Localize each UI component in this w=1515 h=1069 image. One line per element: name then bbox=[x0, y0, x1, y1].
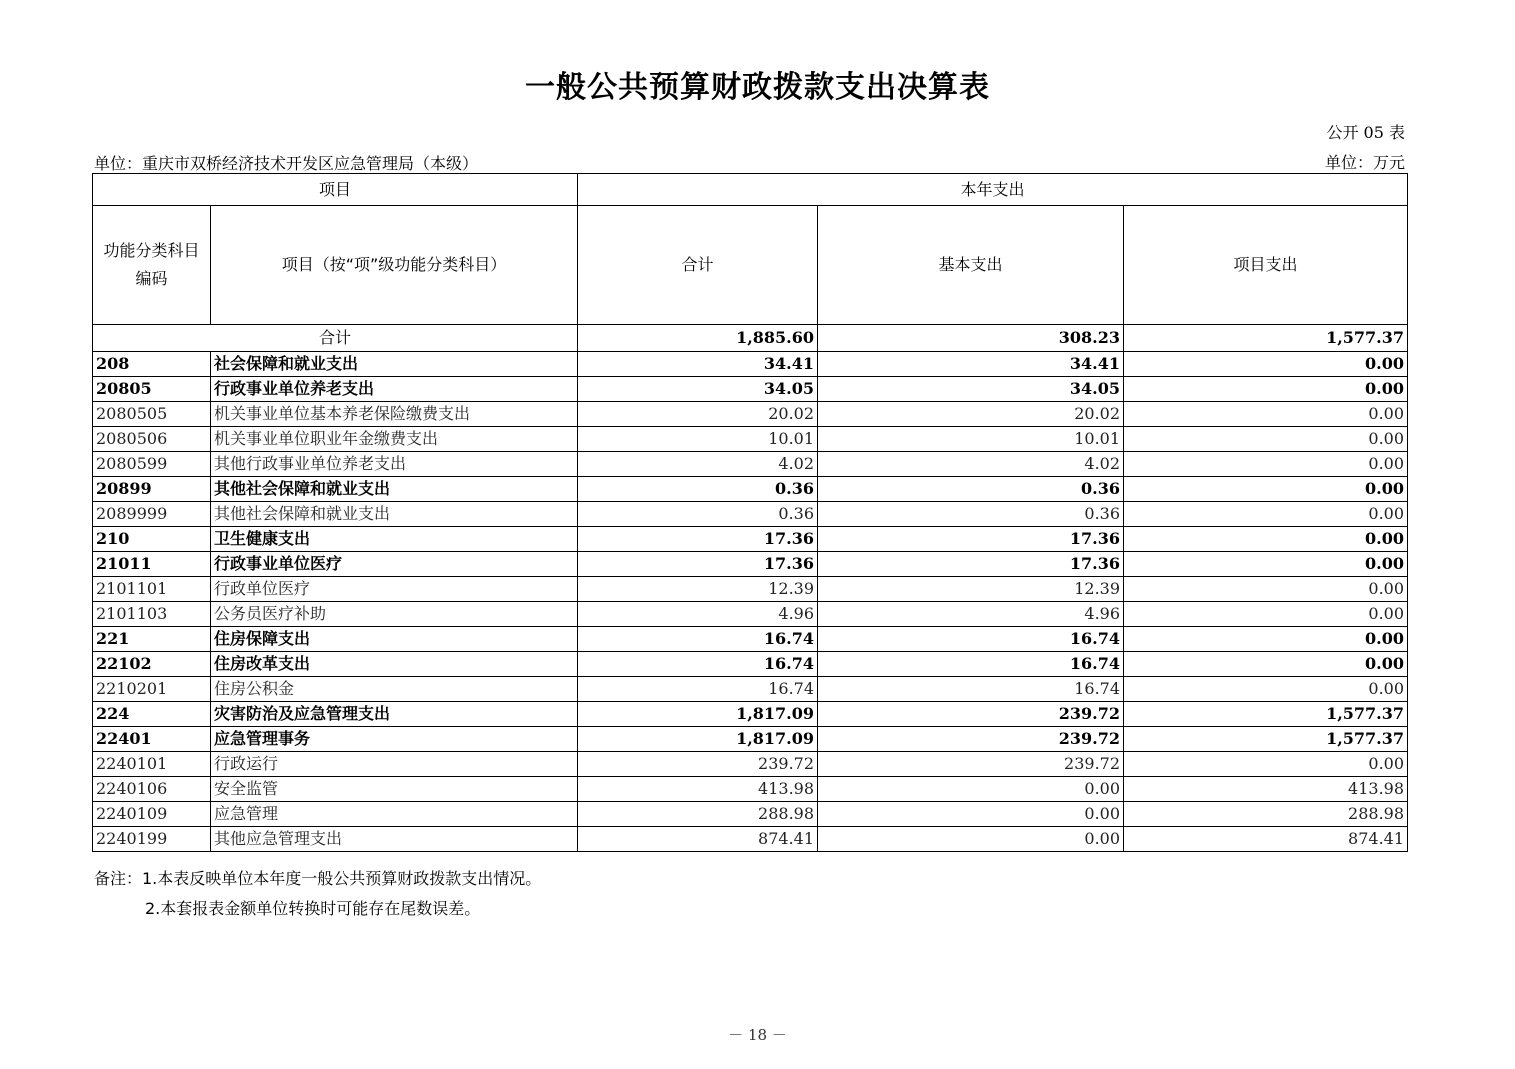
table-row bbox=[93, 502, 1408, 527]
row-total: 17.36 bbox=[578, 527, 818, 552]
note-line-1: 备注：1.本表反映单位本年度一般公共预算财政拨款支出情况。 bbox=[94, 869, 542, 888]
row-project: 0.00 bbox=[1124, 677, 1408, 702]
row-total: 34.41 bbox=[578, 352, 818, 377]
table-row bbox=[93, 452, 1408, 477]
total-label: 合计 bbox=[93, 325, 578, 352]
table-row bbox=[93, 777, 1408, 802]
row-project: 0.00 bbox=[1124, 527, 1408, 552]
row-name: 住房公积金 bbox=[211, 677, 578, 702]
row-name: 住房保障支出 bbox=[211, 627, 578, 652]
row-project: 0.00 bbox=[1124, 477, 1408, 502]
row-code: 2240199 bbox=[93, 827, 211, 852]
row-name: 其他社会保障和就业支出 bbox=[211, 502, 578, 527]
row-name: 行政单位医疗 bbox=[211, 577, 578, 602]
row-basic: 4.02 bbox=[818, 452, 1124, 477]
row-total: 874.41 bbox=[578, 827, 818, 852]
row-basic: 34.05 bbox=[818, 377, 1124, 402]
row-code: 208 bbox=[93, 352, 211, 377]
header-code-label: 功能分类科目编码 bbox=[103, 241, 200, 288]
row-project: 0.00 bbox=[1124, 402, 1408, 427]
row-code: 2240106 bbox=[93, 777, 211, 802]
row-basic: 239.72 bbox=[818, 702, 1124, 727]
row-name: 行政运行 bbox=[211, 752, 578, 777]
table-row bbox=[93, 702, 1408, 727]
row-name: 其他行政事业单位养老支出 bbox=[211, 452, 578, 477]
row-basic: 4.96 bbox=[818, 602, 1124, 627]
row-project: 0.00 bbox=[1124, 427, 1408, 452]
row-total: 0.36 bbox=[578, 477, 818, 502]
row-code: 21011 bbox=[93, 552, 211, 577]
table-row bbox=[93, 652, 1408, 677]
total-row bbox=[93, 325, 1408, 352]
row-total: 1,817.09 bbox=[578, 727, 818, 752]
header-project-exp: 项目支出 bbox=[1124, 206, 1408, 325]
row-project: 0.00 bbox=[1124, 602, 1408, 627]
row-project: 874.41 bbox=[1124, 827, 1408, 852]
row-basic: 10.01 bbox=[818, 427, 1124, 452]
row-total: 1,817.09 bbox=[578, 702, 818, 727]
row-basic: 0.36 bbox=[818, 502, 1124, 527]
row-code: 221 bbox=[93, 627, 211, 652]
table-row bbox=[93, 427, 1408, 452]
table-row bbox=[93, 402, 1408, 427]
table-row bbox=[93, 752, 1408, 777]
row-name: 应急管理 bbox=[211, 802, 578, 827]
total-project: 1,577.37 bbox=[1124, 325, 1408, 352]
header-project: 项目 bbox=[93, 174, 578, 206]
table-row bbox=[93, 527, 1408, 552]
header-basic: 基本支出 bbox=[818, 206, 1124, 325]
row-project: 0.00 bbox=[1124, 752, 1408, 777]
row-name: 其他社会保障和就业支出 bbox=[211, 477, 578, 502]
row-basic: 17.36 bbox=[818, 527, 1124, 552]
row-total: 413.98 bbox=[578, 777, 818, 802]
row-total: 16.74 bbox=[578, 652, 818, 677]
table-row bbox=[93, 377, 1408, 402]
table-row bbox=[93, 677, 1408, 702]
row-code: 2240101 bbox=[93, 752, 211, 777]
row-basic: 0.36 bbox=[818, 477, 1124, 502]
expenditure-table bbox=[92, 173, 1408, 852]
row-project: 0.00 bbox=[1124, 577, 1408, 602]
row-code: 2080505 bbox=[93, 402, 211, 427]
table-row bbox=[93, 627, 1408, 652]
row-total: 288.98 bbox=[578, 802, 818, 827]
row-code: 22102 bbox=[93, 652, 211, 677]
row-code: 22401 bbox=[93, 727, 211, 752]
row-basic: 0.00 bbox=[818, 827, 1124, 852]
row-project: 1,577.37 bbox=[1124, 702, 1408, 727]
notes bbox=[94, 864, 541, 924]
row-total: 16.74 bbox=[578, 677, 818, 702]
row-total: 4.02 bbox=[578, 452, 818, 477]
row-total: 16.74 bbox=[578, 627, 818, 652]
table-row bbox=[93, 552, 1408, 577]
row-total: 4.96 bbox=[578, 602, 818, 627]
table-row bbox=[93, 802, 1408, 827]
row-basic: 17.36 bbox=[818, 552, 1124, 577]
row-code: 2240109 bbox=[93, 802, 211, 827]
header-code bbox=[93, 206, 211, 325]
row-project: 288.98 bbox=[1124, 802, 1408, 827]
row-name: 卫生健康支出 bbox=[211, 527, 578, 552]
row-code: 20899 bbox=[93, 477, 211, 502]
row-total: 239.72 bbox=[578, 752, 818, 777]
table-row bbox=[93, 352, 1408, 377]
row-project: 0.00 bbox=[1124, 377, 1408, 402]
row-name: 社会保障和就业支出 bbox=[211, 352, 578, 377]
row-name: 机关事业单位基本养老保险缴费支出 bbox=[211, 402, 578, 427]
header-row-2 bbox=[93, 206, 1408, 325]
row-name: 住房改革支出 bbox=[211, 652, 578, 677]
row-total: 0.36 bbox=[578, 502, 818, 527]
row-project: 0.00 bbox=[1124, 452, 1408, 477]
row-code: 2089999 bbox=[93, 502, 211, 527]
row-project: 0.00 bbox=[1124, 502, 1408, 527]
row-code: 224 bbox=[93, 702, 211, 727]
form-number: 公开 05 表 bbox=[1326, 123, 1405, 142]
row-basic: 16.74 bbox=[818, 677, 1124, 702]
row-code: 210 bbox=[93, 527, 211, 552]
row-name: 行政事业单位医疗 bbox=[211, 552, 578, 577]
row-code: 2080506 bbox=[93, 427, 211, 452]
header-total: 合计 bbox=[578, 206, 818, 325]
total-basic: 308.23 bbox=[818, 325, 1124, 352]
row-project: 0.00 bbox=[1124, 627, 1408, 652]
row-name: 公务员医疗补助 bbox=[211, 602, 578, 627]
row-basic: 0.00 bbox=[818, 802, 1124, 827]
row-basic: 16.74 bbox=[818, 652, 1124, 677]
row-total: 20.02 bbox=[578, 402, 818, 427]
row-project: 0.00 bbox=[1124, 652, 1408, 677]
row-total: 17.36 bbox=[578, 552, 818, 577]
row-code: 2101103 bbox=[93, 602, 211, 627]
row-project: 1,577.37 bbox=[1124, 727, 1408, 752]
table-row bbox=[93, 577, 1408, 602]
reporting-unit: 单位：重庆市双桥经济技术开发区应急管理局（本级） bbox=[94, 154, 479, 173]
header-current-year: 本年支出 bbox=[578, 174, 1408, 206]
note-line-2: 2.本套报表金额单位转换时可能存在尾数误差。 bbox=[145, 899, 481, 918]
row-basic: 239.72 bbox=[818, 752, 1124, 777]
table-row bbox=[93, 827, 1408, 852]
row-basic: 239.72 bbox=[818, 727, 1124, 752]
row-basic: 16.74 bbox=[818, 627, 1124, 652]
total-amount: 1,885.60 bbox=[578, 325, 818, 352]
row-basic: 20.02 bbox=[818, 402, 1124, 427]
row-name: 其他应急管理支出 bbox=[211, 827, 578, 852]
row-total: 10.01 bbox=[578, 427, 818, 452]
row-code: 20805 bbox=[93, 377, 211, 402]
page-title: 一般公共预算财政拨款支出决算表 bbox=[525, 70, 990, 105]
row-project: 0.00 bbox=[1124, 552, 1408, 577]
currency-unit: 单位：万元 bbox=[1324, 153, 1405, 172]
row-total: 12.39 bbox=[578, 577, 818, 602]
row-name: 应急管理事务 bbox=[211, 727, 578, 752]
table-row bbox=[93, 602, 1408, 627]
row-name: 行政事业单位养老支出 bbox=[211, 377, 578, 402]
row-code: 2210201 bbox=[93, 677, 211, 702]
row-name: 灾害防治及应急管理支出 bbox=[211, 702, 578, 727]
row-code: 2080599 bbox=[93, 452, 211, 477]
row-project: 413.98 bbox=[1124, 777, 1408, 802]
row-basic: 34.41 bbox=[818, 352, 1124, 377]
page-number: － 18 － bbox=[728, 1026, 787, 1044]
header-name: 项目（按“项”级功能分类科目） bbox=[211, 206, 578, 325]
table-row bbox=[93, 477, 1408, 502]
header-row-1 bbox=[93, 174, 1408, 206]
row-name: 机关事业单位职业年金缴费支出 bbox=[211, 427, 578, 452]
row-total: 34.05 bbox=[578, 377, 818, 402]
table-row bbox=[93, 727, 1408, 752]
row-project: 0.00 bbox=[1124, 352, 1408, 377]
row-basic: 0.00 bbox=[818, 777, 1124, 802]
row-name: 安全监管 bbox=[211, 777, 578, 802]
row-code: 2101101 bbox=[93, 577, 211, 602]
row-basic: 12.39 bbox=[818, 577, 1124, 602]
